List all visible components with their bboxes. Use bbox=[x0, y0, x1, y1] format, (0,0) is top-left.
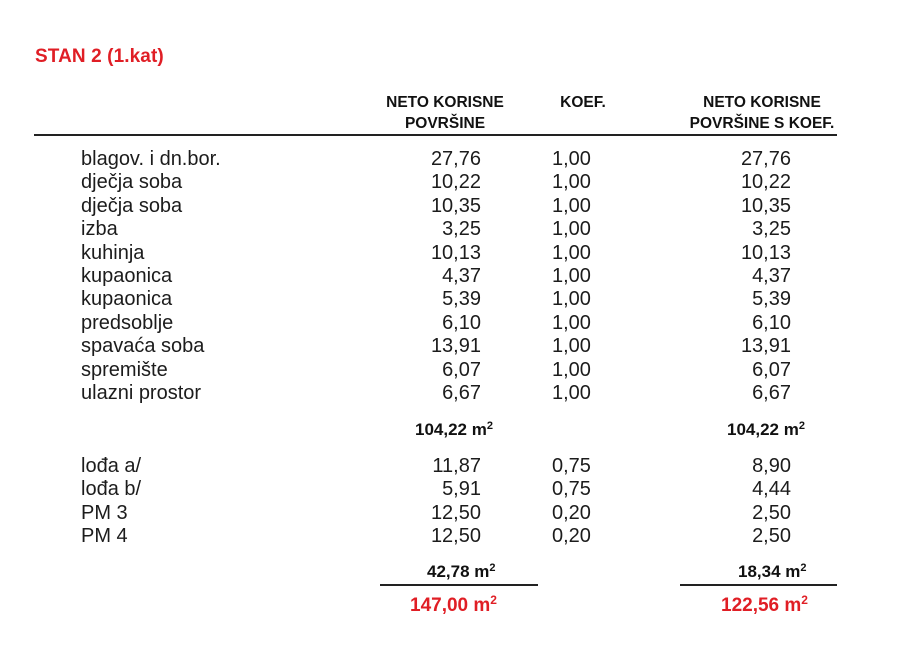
row-name: PM 3 bbox=[81, 501, 128, 524]
row-neto: 3,25 bbox=[442, 218, 481, 241]
row-neto-koef: 3,25 bbox=[752, 218, 791, 241]
total-neto bbox=[410, 593, 497, 617]
unit-exponent: 2 bbox=[489, 562, 496, 574]
row-name: spremište bbox=[81, 358, 168, 381]
row-neto-koef: 6,67 bbox=[752, 381, 791, 404]
unit-exponent: 2 bbox=[798, 420, 805, 432]
table-row bbox=[0, 455, 919, 478]
row-neto: 10,22 bbox=[430, 171, 481, 194]
row-name: lođa a/ bbox=[81, 455, 142, 477]
row-name: dječja soba bbox=[81, 171, 183, 194]
row-neto: 10,35 bbox=[430, 194, 481, 217]
table-row bbox=[0, 502, 919, 525]
total-divider-neto-koef bbox=[680, 584, 837, 586]
row-name: blagov. i dn.bor. bbox=[81, 148, 221, 170]
row-koef: 1,00 bbox=[552, 241, 591, 264]
table-row bbox=[0, 382, 919, 405]
subtotal-outdoor-neto-koef bbox=[738, 562, 807, 582]
row-neto: 6,07 bbox=[442, 358, 481, 381]
rooms-table bbox=[0, 148, 919, 405]
row-koef: 1,00 bbox=[552, 194, 591, 217]
row-neto-koef: 10,13 bbox=[740, 241, 791, 264]
total-divider-neto bbox=[380, 584, 538, 586]
row-name: kuhinja bbox=[81, 241, 145, 264]
row-name: lođa b/ bbox=[81, 478, 142, 501]
table-row bbox=[0, 525, 919, 548]
row-neto-koef: 10,22 bbox=[740, 171, 791, 194]
header-neto bbox=[356, 92, 534, 134]
row-name: PM 4 bbox=[81, 525, 128, 548]
row-neto: 10,13 bbox=[430, 241, 481, 264]
row-name: dječja soba bbox=[81, 194, 183, 217]
outdoor-table bbox=[0, 455, 919, 549]
row-neto-koef: 2,50 bbox=[752, 501, 791, 524]
header-neto-koef-line2: POVRŠINE S KOEF. bbox=[689, 115, 835, 132]
header-neto-koef bbox=[662, 92, 862, 134]
row-koef: 0,20 bbox=[552, 501, 591, 524]
table-row bbox=[0, 148, 919, 171]
row-neto: 5,39 bbox=[442, 288, 481, 311]
unit-exponent: 2 bbox=[486, 420, 493, 432]
subtotal-rooms-neto-value: 104,22 m bbox=[415, 420, 487, 439]
row-name: predsoblje bbox=[81, 311, 174, 334]
row-koef: 1,00 bbox=[552, 381, 591, 404]
row-neto-koef: 4,44 bbox=[752, 478, 791, 501]
table-row bbox=[0, 171, 919, 194]
table-row bbox=[0, 312, 919, 335]
row-koef: 1,00 bbox=[552, 171, 591, 194]
header-divider bbox=[34, 134, 837, 136]
row-neto: 27,76 bbox=[430, 148, 481, 170]
header-neto-line2: POVRŠINE bbox=[404, 115, 486, 132]
subtotal-outdoor-neto-value: 42,78 m bbox=[427, 562, 490, 581]
row-name: izba bbox=[81, 218, 118, 241]
row-koef: 1,00 bbox=[552, 218, 591, 241]
row-name: kupaonica bbox=[81, 288, 173, 311]
row-neto-koef: 27,76 bbox=[740, 148, 791, 170]
row-koef: 0,75 bbox=[552, 455, 591, 477]
row-koef: 1,00 bbox=[552, 148, 591, 170]
subtotal-rooms-neto bbox=[415, 420, 493, 440]
row-neto-koef: 13,91 bbox=[740, 335, 791, 358]
table-row bbox=[0, 478, 919, 501]
subtotal-outdoor-neto-koef-value: 18,34 m bbox=[738, 562, 801, 581]
unit-exponent: 2 bbox=[490, 593, 497, 607]
row-neto: 11,87 bbox=[432, 455, 481, 477]
table-row bbox=[0, 242, 919, 265]
subtotal-outdoor-neto bbox=[427, 562, 496, 582]
page-title: STAN 2 (1.kat) bbox=[35, 46, 164, 67]
table-row bbox=[0, 195, 919, 218]
table-row bbox=[0, 359, 919, 382]
row-koef: 1,00 bbox=[552, 311, 591, 334]
row-neto-koef: 10,35 bbox=[740, 194, 791, 217]
row-koef: 1,00 bbox=[552, 264, 591, 287]
row-koef: 0,75 bbox=[552, 478, 591, 501]
row-koef: 0,20 bbox=[552, 525, 591, 548]
row-neto: 4,37 bbox=[442, 264, 481, 287]
row-koef: 1,00 bbox=[552, 288, 591, 311]
row-neto-koef: 8,90 bbox=[752, 455, 791, 477]
row-name: spavaća soba bbox=[81, 335, 205, 358]
unit-exponent: 2 bbox=[800, 562, 807, 574]
row-neto-koef: 5,39 bbox=[752, 288, 791, 311]
row-neto: 6,10 bbox=[442, 311, 481, 334]
total-neto-value: 147,00 m bbox=[410, 595, 491, 616]
total-neto-koef bbox=[721, 593, 808, 617]
row-neto-koef: 6,10 bbox=[752, 311, 791, 334]
header-koef: KOEF. bbox=[560, 94, 606, 111]
header-neto-koef-line1: NETO KORISNE bbox=[703, 94, 821, 111]
table-row bbox=[0, 218, 919, 241]
row-neto: 12,50 bbox=[430, 525, 481, 548]
table-row bbox=[0, 335, 919, 358]
subtotal-rooms-neto-koef bbox=[727, 420, 805, 440]
row-neto-koef: 4,37 bbox=[752, 264, 791, 287]
row-koef: 1,00 bbox=[552, 335, 591, 358]
row-neto: 12,50 bbox=[430, 501, 481, 524]
header-neto-line1: NETO KORISNE bbox=[386, 94, 504, 111]
total-neto-koef-value: 122,56 m bbox=[721, 595, 802, 616]
subtotal-rooms-neto-koef-value: 104,22 m bbox=[727, 420, 799, 439]
row-neto: 13,91 bbox=[430, 335, 481, 358]
row-name: ulazni prostor bbox=[81, 381, 202, 404]
table-row bbox=[0, 265, 919, 288]
row-neto: 6,67 bbox=[442, 381, 481, 404]
row-name: kupaonica bbox=[81, 264, 173, 287]
unit-exponent: 2 bbox=[801, 593, 808, 607]
row-neto-koef: 6,07 bbox=[752, 358, 791, 381]
row-neto-koef: 2,50 bbox=[752, 525, 791, 548]
row-koef: 1,00 bbox=[552, 358, 591, 381]
table-row bbox=[0, 288, 919, 311]
row-neto: 5,91 bbox=[442, 478, 481, 501]
